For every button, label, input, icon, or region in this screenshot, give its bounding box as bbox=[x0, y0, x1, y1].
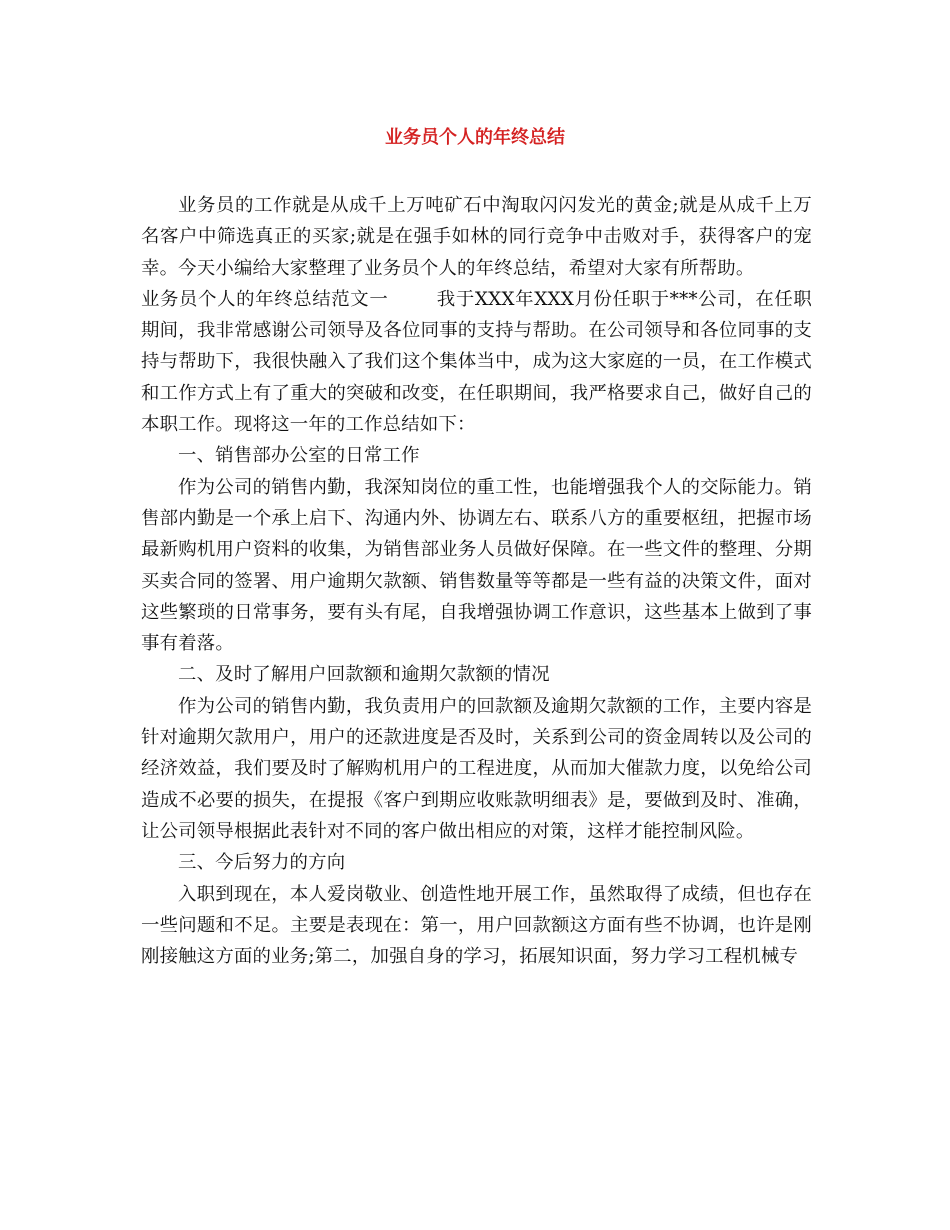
section-2-body: 作为公司的销售内勤，我负责用户的回款额及逾期欠款额的工作，主要内容是针对逾期欠款用户，用户的还款进度是否及时，关系到公司的资金周转以及公司的经济效益，我们要及时了解购机用户的工程进度，从而加大催款力度，以免给公司造成不必要的损失，在提报《客户到期应收账款明细表》是，要做到及时、准确，让公司领导根据此表针对不同的客户做出相应的对策，这样才能控制风险。 bbox=[141, 695, 812, 842]
section-1-heading: 一、销售部办公室的日常工作 bbox=[178, 445, 420, 467]
section-2-heading: 二、及时了解用户回款额和逾期欠款额的情况 bbox=[178, 664, 550, 686]
document-title: 业务员个人的年终总结 bbox=[385, 127, 565, 148]
document-body bbox=[141, 190, 812, 972]
sample-paragraph bbox=[141, 284, 812, 440]
sample-heading: 业务员个人的年终总结范文一 bbox=[141, 288, 389, 310]
section-3-body: 入职到现在，本人爱岗敬业、创造性地开展工作，虽然取得了成绩，但也存在一些问题和不足。主要是表现在：第一，用户回款额这方面有些不协调，也许是刚刚接触这方面的业务;第二，加强自身的学习，拓展知识面，努力学习工程机械专 bbox=[141, 883, 812, 968]
section-1-body: 作为公司的销售内勤，我深知岗位的重工性，也能增强我个人的交际能力。销售部内勤是一个承上启下、沟通内外、协调左右、联系八方的重要枢纽，把握市场最新购机用户资料的收集，为销售部业务人员做好保障。在一些文件的整理、分期买卖合同的签署、用户逾期欠款额、销售数量等等都是一些有益的决策文件，面对这些繁琐的日常事务，要有头有尾，自我增强协调工作意识，这些基本上做到了事事有着落。 bbox=[141, 476, 812, 655]
sample-opening: 我于XXX年XXX月份任职于***公司，在任职期间，我非常感谢公司领导及各位同事的支持与帮助。在公司领导和各位同事的支持与帮助下，我很快融入了我们这个集体当中，成为这大家庭的一员，在工作模式和工作方式上有了重大的突破和改变，在任职期间，我严格要求自己，做好自己的本职工作。现将这一年的工作总结如下： bbox=[141, 288, 812, 436]
intro-paragraph: 业务员的工作就是从成千上万吨矿石中淘取闪闪发光的黄金;就是从成千上万名客户中筛选真正的买家;就是在强手如林的同行竞争中击败对手，获得客户的宠幸。今天小编给大家整理了业务员个人的年终总结，希望对大家有所帮助。 bbox=[141, 195, 812, 279]
section-3-heading: 三、今后努力的方向 bbox=[178, 852, 346, 874]
